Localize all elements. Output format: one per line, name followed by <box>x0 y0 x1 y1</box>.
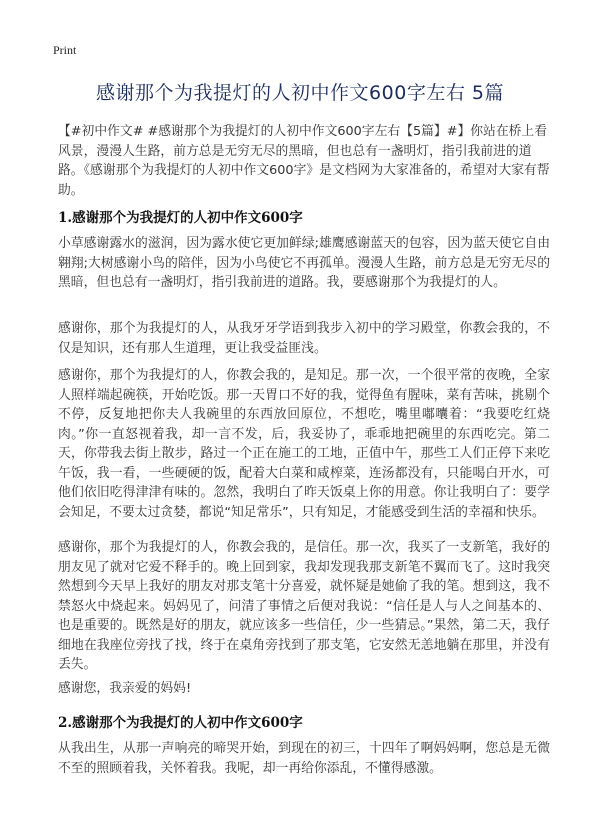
paragraph: 小草感谢露水的滋润，因为露水使它更加鲜绿;雄鹰感谢蓝天的包容，因为蓝天使它自由翱翔;大树感谢小鸟的陪伴，因为小鸟使它不再孤单。漫漫人生路，前方总是无穷无尽的黑暗，但也总有一盏明灯，指引我前进的道路。我，要感谢那个为我提灯的人。 <box>58 236 550 290</box>
paragraph: 感谢你，那个为我提灯的人，从我牙牙学语到我步入初中的学习殿堂，你教会我的，不仅是知识，还有那人生道理，更让我受益匪浅。 <box>58 321 550 356</box>
paragraph: 感谢您，我亲爱的妈妈! <box>58 681 192 696</box>
page-title: 感谢那个为我提灯的人初中作文600字左右 5篇 <box>96 82 504 104</box>
paragraph: 从我出生，从那一声响亮的啼哭开始，到现在的初三，十四年了啊妈妈啊，您总是无微不至的照顾着我，关怀着我。我呢，却一再给你添乱，不懂得感激。 <box>58 741 550 776</box>
paragraph: 感谢你，那个为我提灯的人，你教会我的，是知足。那一次，一个很平常的夜晚，全家人照样端起碗筷，开始吃饭。那一天胃口不好的我，觉得鱼有腥味，菜有苦味，挑剔个不停，反复地把你夫人我碗里的东西放回原位，不想吃，嘴里嘟囔着：“我要吃红烧肉。”你一直怒视着我，却一言不发，后，我妥协了，乖乖地把碗里的东西吃完。第二天，你带我去街上散步，路过一个正在施工的工地，正值中午，那些工人们正停下来吃午饭，我一看，一些硬硬的饭，配着大白菜和咸榨菜，连汤都没有，只能喝白开水，可他们依旧吃得津津有味的。忽然，我明白了昨天饭桌上你的用意。你让我明白了：要学会知足，不要太过贪婪，都说“知足常乐”，只有知足，才能感受到生活的幸福和快乐。 <box>58 368 550 520</box>
print-link[interactable]: Print <box>53 43 77 57</box>
intro-paragraph: 【#初中作文# #感谢那个为我提灯的人初中作文600字左右【5篇】#】你站在桥上看风景，漫漫人生路，前方总是无穷无尽的黑暗，但也总有一盏明灯，指引我前进的道路。《感谢那个为我提灯的人初中作文600字》是文档网为大家准备的，希望对大家有帮助。 <box>58 124 550 198</box>
section-heading: 2.感谢那个为我提灯的人初中作文600字 <box>58 715 303 731</box>
paragraph: 感谢你，那个为我提灯的人，你教会我的，是信任。那一次，我买了一支新笔，我好的朋友见了就对它爱不释手的。晚上回到家，我却发现我那支新笔不翼而飞了。这时我突然想到今天早上我好的朋友对那支笔十分喜爱，就怀疑是她偷了我的笔。想到这，我不禁怒火中烧起来。妈妈见了，问清了事情之后便对我说：“信任是人与人之间基本的、也是重要的。既然是好的朋友，就应该多一些信任，少一些猜忌。”果然，第二天，我仔细地在我座位旁找了找，终于在桌角旁找到了那支笔，它安然无恙地躺在那里，并没有丢失。 <box>58 540 550 672</box>
section-heading: 1.感谢那个为我提灯的人初中作文600字 <box>58 210 303 226</box>
